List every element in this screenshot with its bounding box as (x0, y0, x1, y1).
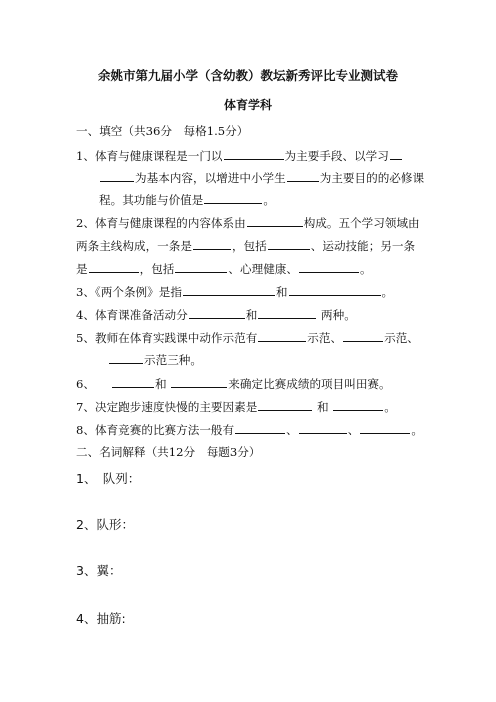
exam-title: 余姚市第九届小学（含幼教）教坛新秀评比专业测试卷 (97, 68, 398, 83)
answer-blank[interactable] (390, 148, 402, 160)
answer-blank[interactable] (258, 307, 316, 319)
answer-blank[interactable] (193, 238, 231, 250)
question-1-line-3: 程。其功能与价值是 。 (99, 193, 275, 207)
answer-blank[interactable] (112, 376, 154, 388)
answer-blank[interactable] (224, 148, 284, 160)
answer-blank[interactable] (360, 422, 410, 434)
question-7: 7、决定跑步速度快慢的主要因素是 和 。 (76, 400, 396, 414)
answer-blank[interactable] (171, 376, 227, 388)
answer-blank[interactable] (183, 284, 275, 296)
question-2-line-2: 两条主线构成，一条是 ，包括 、运动技能；另一条 (76, 239, 416, 253)
answer-blank[interactable] (235, 422, 285, 434)
question-2-line-1: 2、体育与健康课程的内容体系由 构成。五个学习领域由 (76, 216, 420, 230)
term-1-queue: 1、 队列： (76, 471, 141, 486)
answer-blank[interactable] (100, 170, 134, 182)
question-5-line-1: 5、教师在体育实践课中动作示范有 示范、 示范、 (76, 331, 419, 345)
answer-blank[interactable] (247, 215, 303, 227)
answer-blank[interactable] (333, 399, 383, 411)
answer-blank[interactable] (89, 261, 139, 273)
answer-blank[interactable] (109, 352, 143, 364)
question-1-line-1: 1、体育与健康课程是一门以 为主要手段、以学习 (76, 148, 403, 163)
question-5-line-2: 示范三种。 (108, 352, 202, 367)
question-4: 4、体育课准备活动分 和 两种。 (76, 308, 356, 322)
answer-blank[interactable] (299, 422, 347, 434)
answer-blank[interactable] (289, 284, 381, 296)
question-8: 8、体育竞赛的比赛方法一般有 、 、 。 (76, 423, 423, 437)
question-1-line-2: 为基本内容，以增进中小学生 为主要目的的必修课 (99, 170, 424, 185)
section2-header: 二、名词解释（共12分 每题3分） (76, 445, 261, 459)
subject-title: 体育学科 (223, 98, 272, 112)
section1-header: 一、填空（共36分 每格1.5分） (76, 124, 249, 138)
answer-blank[interactable] (299, 261, 359, 273)
answer-blank[interactable] (175, 261, 227, 273)
answer-blank[interactable] (189, 307, 245, 319)
answer-blank[interactable] (204, 192, 262, 204)
answer-blank[interactable] (258, 330, 306, 342)
term-4-cramp: 4、抽筋: (76, 611, 126, 626)
term-3-wing: 3、翼： (76, 563, 122, 578)
answer-blank[interactable] (268, 238, 310, 250)
term-2-formation: 2、队形： (76, 517, 134, 532)
answer-blank[interactable] (343, 330, 383, 342)
answer-blank[interactable] (258, 399, 312, 411)
question-6: 6、 和 来确定比赛成绩的项目叫田赛。 (76, 377, 391, 391)
question-2-line-3: 是 ，包括 、心理健康、 。 (76, 262, 372, 276)
answer-blank[interactable] (287, 170, 319, 182)
question-3: 3、《两个条例》是指 和 。 (76, 285, 394, 299)
